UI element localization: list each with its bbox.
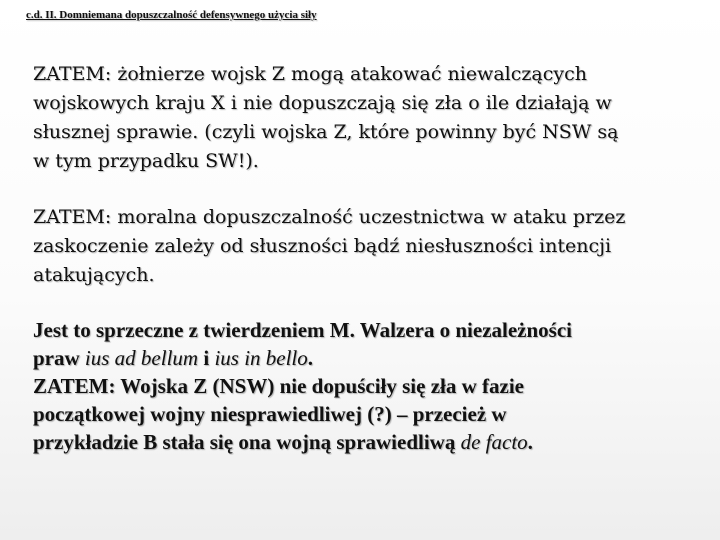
- text-run: i: [198, 346, 215, 370]
- paragraph-1: [33, 60, 683, 176]
- text-line: zaskoczenie zależy od słuszności bądź niesłuszności intencji: [33, 235, 612, 257]
- slide-header: c.d. II. Domniemana dopuszczalność defensywnego użycia siły: [26, 9, 317, 21]
- text-line: [33, 428, 683, 456]
- text-run: .: [527, 430, 533, 454]
- paragraph-3: [33, 316, 683, 456]
- text-line: początkowej wojny niesprawiedliwej (?) – przecież w: [33, 402, 507, 426]
- text-line: wojskowych kraju X i nie dopuszczają się zła o ile działają w: [33, 92, 612, 114]
- italic-term-de-facto: de facto: [460, 430, 528, 454]
- text-run: .: [307, 346, 314, 370]
- italic-term-ius-ad-bellum: ius ad bellum: [84, 346, 199, 370]
- text-line: [33, 344, 683, 372]
- text-run: przykładzie B stała się ona wojną sprawiedliwą: [33, 430, 461, 454]
- text-line: w tym przypadku SW!).: [33, 150, 259, 172]
- italic-term-ius-in-bello: ius in bello: [214, 346, 308, 370]
- text-line: Jest to sprzeczne z twierdzeniem M. Walzera o niezależności: [33, 318, 573, 342]
- text-line: ZATEM: Wojska Z (NSW) nie dopuściły się zła w fazie: [33, 374, 524, 398]
- paragraph-2: [33, 203, 683, 290]
- text-line: słusznej sprawie. (czyli wojska Z, które powinny być NSW są: [33, 121, 619, 143]
- text-line: ZATEM: żołnierze wojsk Z mogą atakować niewalczących: [33, 63, 587, 85]
- text-line: ZATEM: moralna dopuszczalność uczestnictwa w ataku przez: [33, 206, 626, 228]
- text-line: atakujących.: [33, 264, 155, 286]
- text-run: praw: [33, 346, 85, 370]
